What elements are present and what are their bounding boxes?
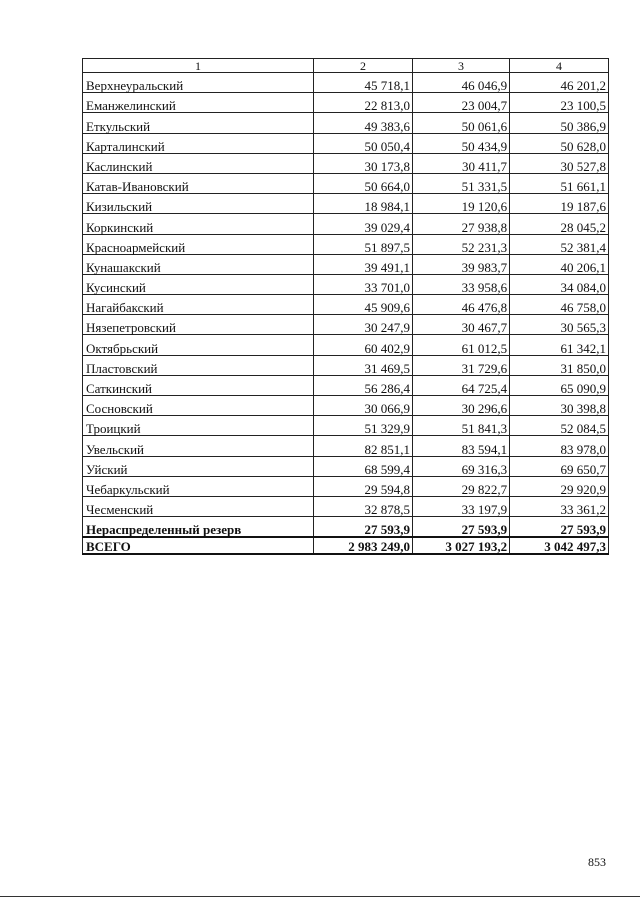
value-col-3: 46 476,8: [412, 295, 509, 315]
table-row: [83, 73, 609, 93]
value-col-2: 45 718,1: [314, 73, 413, 93]
value-col-4: 30 398,8: [510, 396, 609, 416]
value-col-4: 34 084,0: [510, 274, 609, 294]
value-col-2: 39 029,4: [314, 214, 413, 234]
district-name: Кунашакский: [83, 254, 314, 274]
value-col-4: 30 527,8: [510, 153, 609, 173]
value-col-2: 22 813,0: [314, 93, 413, 113]
value-col-4: 28 045,2: [510, 214, 609, 234]
value-col-2: 30 173,8: [314, 153, 413, 173]
table-row: [83, 254, 609, 274]
table-row: [83, 436, 609, 456]
reserve-value-2: 27 593,9: [314, 517, 413, 538]
district-name: Карталинский: [83, 133, 314, 153]
district-name: Каслинский: [83, 153, 314, 173]
page-number: 853: [588, 855, 606, 869]
value-col-2: 82 851,1: [314, 436, 413, 456]
table-row: [83, 315, 609, 335]
district-name: Нязепетровский: [83, 315, 314, 335]
value-col-4: 83 978,0: [510, 436, 609, 456]
value-col-4: 33 361,2: [510, 496, 609, 516]
value-col-4: 46 758,0: [510, 295, 609, 315]
reserve-row: [83, 517, 609, 538]
value-col-2: 49 383,6: [314, 113, 413, 133]
district-name: Нагайбакский: [83, 295, 314, 315]
value-col-4: 52 084,5: [510, 416, 609, 436]
value-col-4: 69 650,7: [510, 456, 609, 476]
value-col-4: 19 187,6: [510, 194, 609, 214]
value-col-2: 50 664,0: [314, 173, 413, 193]
value-col-4: 40 206,1: [510, 254, 609, 274]
value-col-2: 30 066,9: [314, 396, 413, 416]
district-name: Октябрьский: [83, 335, 314, 355]
value-col-2: 45 909,6: [314, 295, 413, 315]
district-name: Сосновский: [83, 396, 314, 416]
value-col-3: 52 231,3: [412, 234, 509, 254]
value-col-2: 30 247,9: [314, 315, 413, 335]
table-row: [83, 93, 609, 113]
column-header-2: 2: [314, 59, 413, 73]
value-col-4: 50 386,9: [510, 113, 609, 133]
value-col-3: 33 958,6: [412, 274, 509, 294]
value-col-2: 18 984,1: [314, 194, 413, 214]
total-value-3: 3 027 193,2: [412, 537, 509, 554]
bottom-rule: [0, 896, 640, 897]
table-row: [83, 214, 609, 234]
district-name: Катав-Ивановский: [83, 173, 314, 193]
district-name: Кизильский: [83, 194, 314, 214]
value-col-4: 61 342,1: [510, 335, 609, 355]
value-col-3: 31 729,6: [412, 355, 509, 375]
value-col-2: 31 469,5: [314, 355, 413, 375]
table-row: [83, 496, 609, 516]
reserve-label: Нераспределенный резерв: [83, 517, 314, 538]
value-col-3: 23 004,7: [412, 93, 509, 113]
value-col-3: 29 822,7: [412, 476, 509, 496]
district-name: Саткинский: [83, 375, 314, 395]
value-col-4: 52 381,4: [510, 234, 609, 254]
reserve-value-3: 27 593,9: [412, 517, 509, 538]
value-col-3: 19 120,6: [412, 194, 509, 214]
value-col-4: 50 628,0: [510, 133, 609, 153]
district-name: Еткульский: [83, 113, 314, 133]
value-col-2: 50 050,4: [314, 133, 413, 153]
table-row: [83, 355, 609, 375]
table-row: [83, 274, 609, 294]
value-col-3: 83 594,1: [412, 436, 509, 456]
district-name: Коркинский: [83, 214, 314, 234]
value-col-3: 61 012,5: [412, 335, 509, 355]
value-col-3: 69 316,3: [412, 456, 509, 476]
value-col-3: 51 841,3: [412, 416, 509, 436]
value-col-4: 46 201,2: [510, 73, 609, 93]
table-row: [83, 456, 609, 476]
total-value-2: 2 983 249,0: [314, 537, 413, 554]
district-name: Красноармейский: [83, 234, 314, 254]
value-col-4: 23 100,5: [510, 93, 609, 113]
column-header-3: 3: [412, 59, 509, 73]
budget-table: [82, 58, 609, 555]
table-row: [83, 194, 609, 214]
column-header-4: 4: [510, 59, 609, 73]
value-col-2: 60 402,9: [314, 335, 413, 355]
total-row: [83, 537, 609, 554]
value-col-3: 30 296,6: [412, 396, 509, 416]
column-header-1: 1: [83, 59, 314, 73]
table-row: [83, 295, 609, 315]
value-col-3: 30 467,7: [412, 315, 509, 335]
table-row: [83, 234, 609, 254]
value-col-3: 27 938,8: [412, 214, 509, 234]
district-name: Пластовский: [83, 355, 314, 375]
table-row: [83, 476, 609, 496]
table-row: [83, 153, 609, 173]
table-row: [83, 416, 609, 436]
value-col-3: 50 434,9: [412, 133, 509, 153]
reserve-value-4: 27 593,9: [510, 517, 609, 538]
value-col-3: 51 331,5: [412, 173, 509, 193]
value-col-3: 64 725,4: [412, 375, 509, 395]
value-col-2: 51 897,5: [314, 234, 413, 254]
district-name: Троицкий: [83, 416, 314, 436]
value-col-4: 51 661,1: [510, 173, 609, 193]
table-row: [83, 133, 609, 153]
value-col-3: 50 061,6: [412, 113, 509, 133]
district-name: Кусинский: [83, 274, 314, 294]
district-name: Уйский: [83, 456, 314, 476]
value-col-4: 29 920,9: [510, 476, 609, 496]
district-name: Верхнеуральский: [83, 73, 314, 93]
value-col-2: 56 286,4: [314, 375, 413, 395]
value-col-4: 65 090,9: [510, 375, 609, 395]
value-col-3: 33 197,9: [412, 496, 509, 516]
value-col-2: 68 599,4: [314, 456, 413, 476]
value-col-2: 51 329,9: [314, 416, 413, 436]
value-col-4: 31 850,0: [510, 355, 609, 375]
value-col-2: 29 594,8: [314, 476, 413, 496]
value-col-2: 33 701,0: [314, 274, 413, 294]
value-col-3: 46 046,9: [412, 73, 509, 93]
table-row: [83, 335, 609, 355]
table-row: [83, 113, 609, 133]
district-name: Увельский: [83, 436, 314, 456]
table-row: [83, 396, 609, 416]
district-name: Чебаркульский: [83, 476, 314, 496]
district-name: Чесменский: [83, 496, 314, 516]
value-col-4: 30 565,3: [510, 315, 609, 335]
table-row: [83, 173, 609, 193]
table-row: [83, 375, 609, 395]
total-value-4: 3 042 497,3: [510, 537, 609, 554]
total-label: ВСЕГО: [83, 537, 314, 554]
value-col-2: 39 491,1: [314, 254, 413, 274]
value-col-3: 30 411,7: [412, 153, 509, 173]
value-col-2: 32 878,5: [314, 496, 413, 516]
value-col-3: 39 983,7: [412, 254, 509, 274]
district-name: Еманжелинский: [83, 93, 314, 113]
table-header-row: [83, 59, 609, 73]
